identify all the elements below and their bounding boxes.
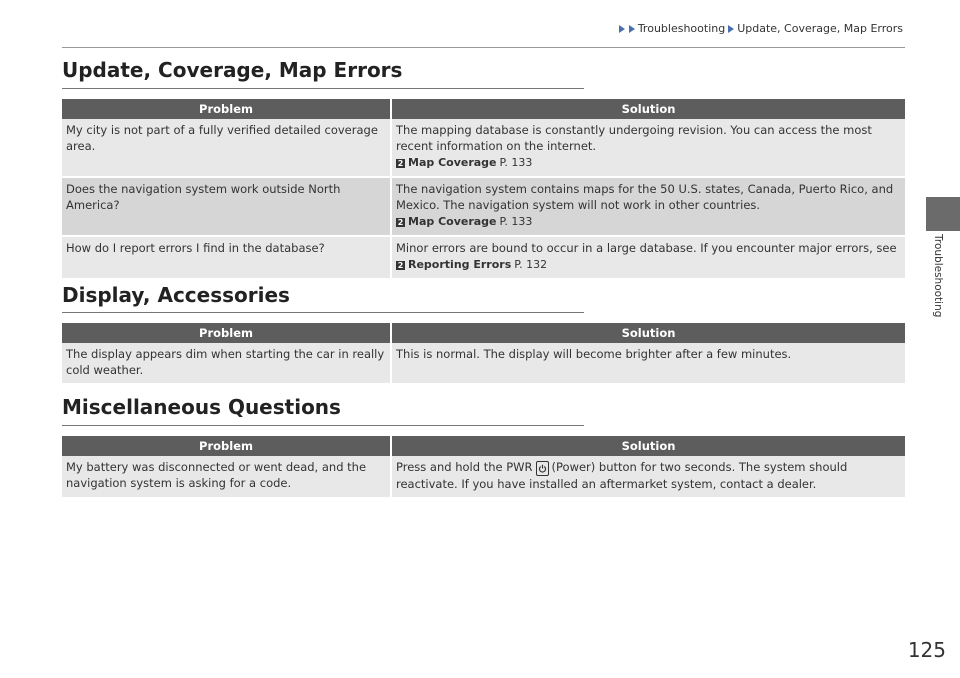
section-divider <box>62 425 584 426</box>
solution-cell <box>391 177 905 236</box>
side-tab-marker <box>926 197 960 231</box>
table-header-row <box>62 436 905 456</box>
breadcrumb <box>618 22 903 35</box>
breadcrumb-item-current: Update, Coverage, Map Errors <box>737 22 903 35</box>
miscellaneous-table <box>62 436 905 499</box>
table-header-row <box>62 323 905 343</box>
column-header-problem: Problem <box>62 99 391 119</box>
section-title-update-coverage: Update, Coverage, Map Errors <box>62 58 403 82</box>
section-title-miscellaneous: Miscellaneous Questions <box>62 395 341 419</box>
problem-cell: My city is not part of a fully verified detailed coverage area. <box>62 119 391 177</box>
breadcrumb-item-troubleshooting[interactable]: Troubleshooting <box>637 22 726 35</box>
solution-cell: This is normal. The display will become brighter after a few minutes. <box>391 343 905 384</box>
solution-text-before: Press and hold the PWR <box>396 460 533 474</box>
reference-title: Map Coverage <box>408 215 497 228</box>
problem-cell: My battery was disconnected or went dead, and the navigation system is asking for a code. <box>62 456 391 498</box>
section-divider <box>62 88 584 89</box>
column-header-solution: Solution <box>391 323 905 343</box>
cross-reference-link[interactable] <box>396 214 901 230</box>
reference-arrow-icon: 2 <box>397 217 404 227</box>
solution-cell <box>391 456 905 498</box>
reference-page: P. 133 <box>499 215 533 228</box>
table-row <box>62 119 905 177</box>
page-number: 125 <box>907 638 946 662</box>
header-divider <box>62 47 905 48</box>
problem-cell: How do I report errors I find in the database? <box>62 236 391 279</box>
solution-text: The navigation system contains maps for the 50 U.S. states, Canada, Puerto Rico, and Mexico. The navigation system will not work in other countries. <box>396 182 894 212</box>
solution-text: Minor errors are bound to occur in a large database. If you encounter major errors, see <box>396 241 897 255</box>
cross-reference-link[interactable] <box>396 155 901 171</box>
column-header-problem: Problem <box>62 323 391 343</box>
breadcrumb-arrow-icon <box>619 25 625 33</box>
breadcrumb-arrow-icon <box>728 25 734 33</box>
solution-text: The mapping database is constantly undergoing revision. You can access the most recent information on the internet. <box>396 123 872 153</box>
side-tab-label: Troubleshooting <box>932 234 944 318</box>
reference-title: Map Coverage <box>408 156 497 169</box>
section-title-display-accessories: Display, Accessories <box>62 283 290 307</box>
reference-arrow-icon: 2 <box>397 260 404 270</box>
table-row <box>62 456 905 498</box>
reference-arrow-icon: 2 <box>397 158 404 168</box>
reference-page: P. 132 <box>514 258 548 271</box>
display-accessories-table <box>62 323 905 385</box>
solution-text-after: (Power) button for two seconds. The system should reactivate. If you have installed an aftermarket system, contact a dealer. <box>396 460 848 491</box>
section-divider <box>62 312 584 313</box>
solution-cell <box>391 119 905 177</box>
breadcrumb-arrow-icon <box>629 25 635 33</box>
problem-cell: Does the navigation system work outside North America? <box>62 177 391 236</box>
power-button-icon <box>536 461 549 476</box>
table-header-row <box>62 99 905 119</box>
reference-page: P. 133 <box>499 156 533 169</box>
column-header-problem: Problem <box>62 436 391 456</box>
problem-cell: The display appears dim when starting the car in really cold weather. <box>62 343 391 384</box>
solution-cell <box>391 236 905 279</box>
update-coverage-table <box>62 99 905 280</box>
reference-title: Reporting Errors <box>408 258 512 271</box>
table-row <box>62 236 905 279</box>
cross-reference-link[interactable] <box>396 257 901 273</box>
column-header-solution: Solution <box>391 99 905 119</box>
column-header-solution: Solution <box>391 436 905 456</box>
table-row <box>62 177 905 236</box>
table-row <box>62 343 905 384</box>
